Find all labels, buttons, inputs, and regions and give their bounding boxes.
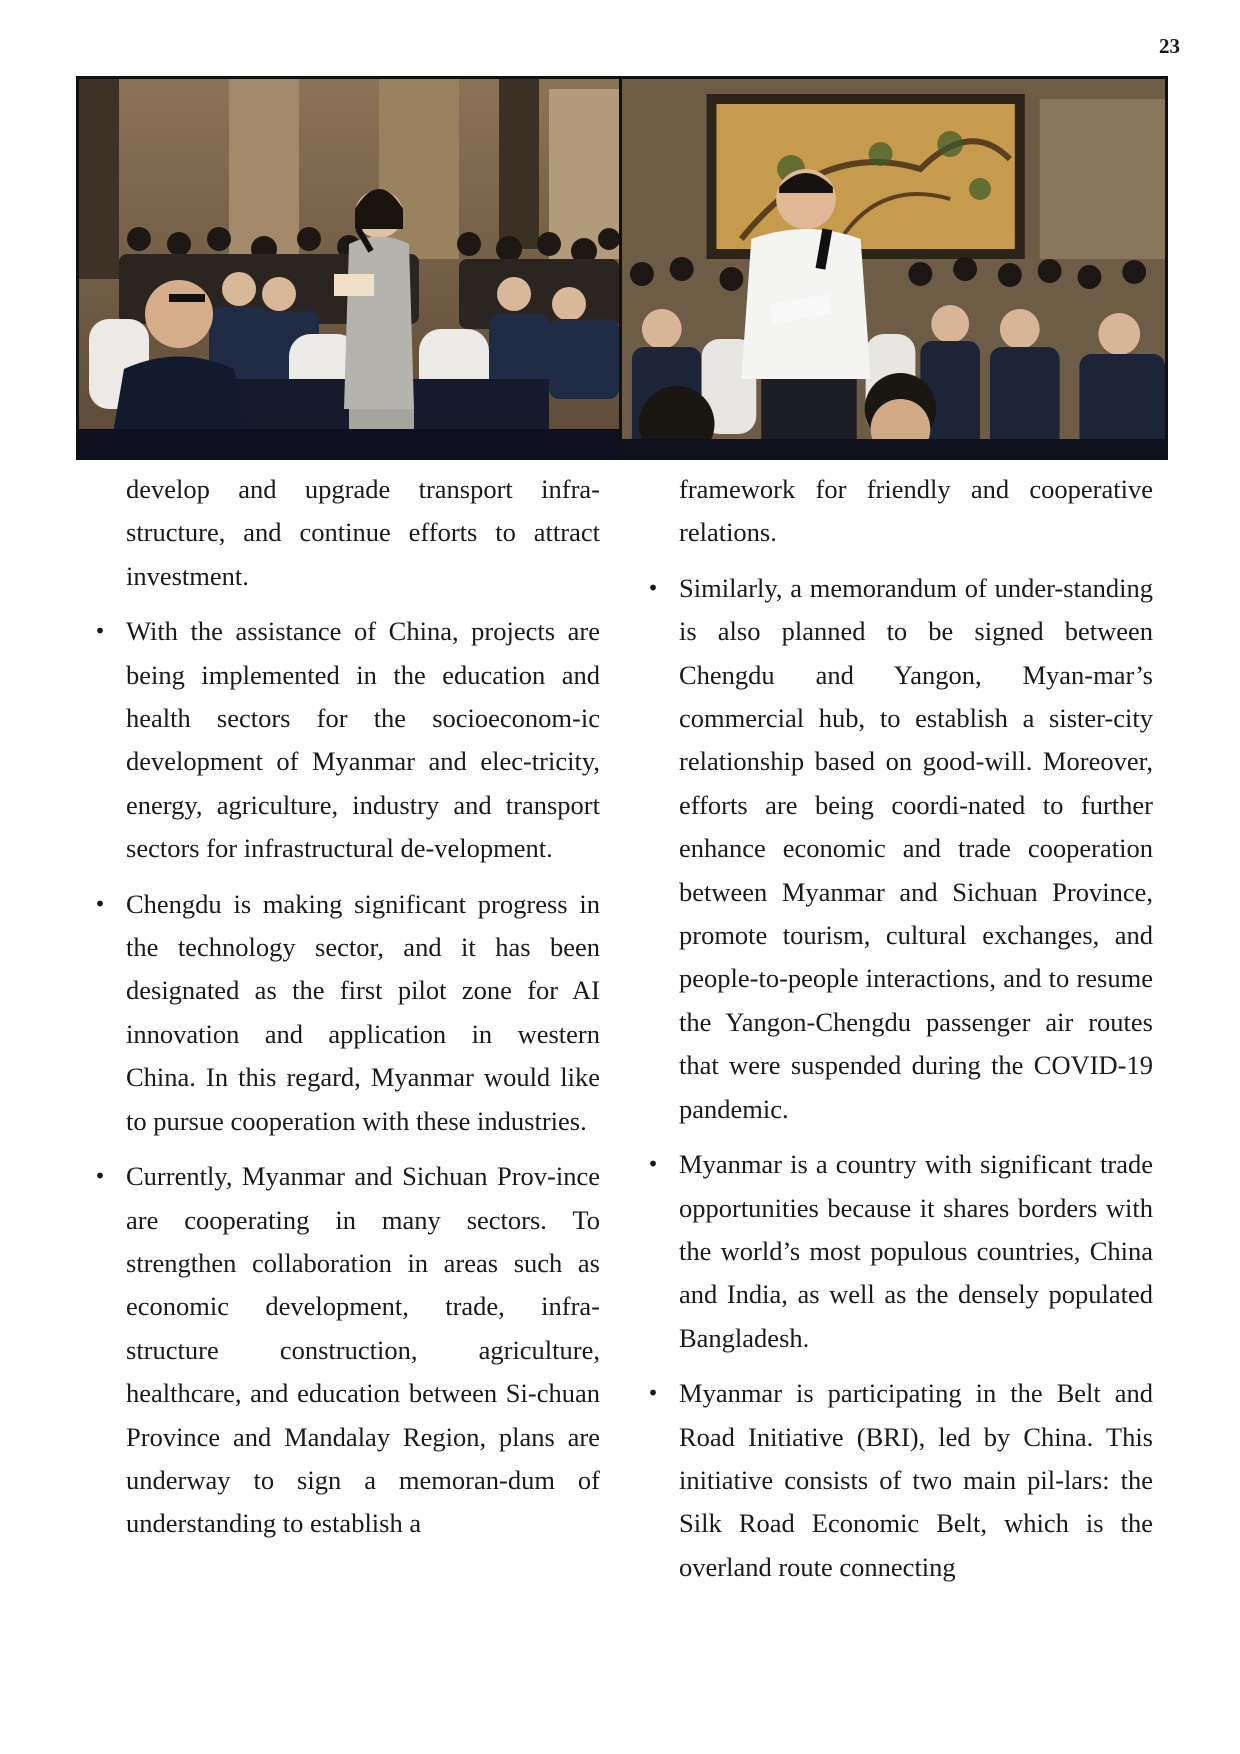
list-item-text: Currently, Myanmar and Sichuan Prov-ince are cooperating in many sectors. To strengthen collaboration in areas such as economic development, trade, infra-structure construction, agriculture, healthcare, and education between Si-chuan Province and Mandalay Region, plans are underway to sign a memoran-dum of understanding to establish a [126, 1161, 600, 1539]
list-item [647, 567, 1153, 1131]
left-lead-paragraph: develop and upgrade transport infra-structure, and continue efforts to attract investment. [126, 474, 600, 591]
right-lead-paragraph: framework for friendly and cooperative relations. [679, 474, 1153, 548]
list-item [94, 1155, 600, 1546]
list-item [94, 883, 600, 1143]
left-column [94, 468, 600, 1546]
photo-woman-speaking [79, 79, 622, 457]
list-item [94, 610, 600, 870]
list-item [647, 1143, 1153, 1360]
page-number: 23 [1159, 34, 1180, 58]
list-item-text: With the assistance of China, projects are being implemented in the education and health sectors for the socioeconom-ic development of Myanmar and elec-tricity, energy, agriculture, industry and transport sectors for infrastructural de-velopment. [126, 616, 600, 864]
photo-man-speaking [622, 79, 1165, 457]
bullet-icon: • [94, 891, 106, 916]
list-item-text: Similarly, a memorandum of under-standing is also planned to be signed between Chengdu and Yangon, Myan-mar’s commercial hub, to establish a sister-city relationship based on good-will. Moreover, efforts are being coordi-nated to further enhance economic and trade cooperation between Myanmar and Sichuan Province, promote tourism, cultural exchanges, and people-to-people interactions, and to resume the Yangon-Chengdu passenger air routes that were suspended during the COVID-19 pandemic. [679, 572, 1153, 1124]
list-item-text: Chengdu is making significant progress in the technology sector, and it has been designated as the first pilot zone for AI innovation and application in western China. In this regard, Myanmar would like to pursue cooperation with these industries. [126, 888, 600, 1136]
bullet-icon: • [94, 619, 106, 644]
bullet-icon: • [647, 575, 659, 600]
right-column [647, 468, 1153, 1589]
bullet-icon: • [647, 1152, 659, 1177]
bullet-icon: • [647, 1381, 659, 1406]
list-item-text: Myanmar is a country with significant trade opportunities because it shares borders with the world’s most populous countries, China and India, as well as the densely populated Bangladesh. [679, 1149, 1153, 1353]
list-item [647, 1372, 1153, 1589]
list-item-text: Myanmar is participating in the Belt and Road Initiative (BRI), led by China. This initiative consists of two main pil-lars: the Silk Road Economic Belt, which is the overland route connecting [679, 1378, 1153, 1582]
bullet-icon: • [94, 1164, 106, 1189]
photo-strip [76, 76, 1168, 460]
